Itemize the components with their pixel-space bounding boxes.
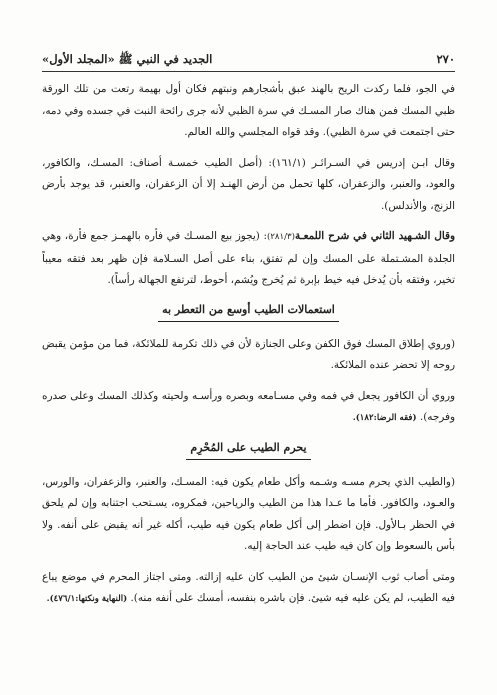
paragraph-5 — [42, 386, 455, 430]
paragraph-7-ref: (النهاية ونكتها:٤٧٦/١). — [46, 594, 128, 604]
page-content — [42, 79, 455, 611]
section-heading-2-text: يحرم الطيب على المُحْرِم — [186, 440, 310, 460]
section-heading-1-text: استعمالات الطيب أوسع من التعطر به — [158, 302, 339, 322]
paragraph-3-text: : (يجوز بيع المسـك في فأره بالهمـز جمع فأرة، وهي الجلدة المشـتملة على المسك وإن لم تفتق، بناء على أصل السـلامة فإن ظهر بعد فتقه معيباً تخير، وفتقه بأن يُدخل فيه خيط بإبرة ثم يُخرج ويُشم، أحوط، لترتفع الجهالة رأساً). — [42, 230, 455, 286]
paragraph-4: (وروي إطلاق المسك فوق الكفن وعلى الجنازة لأن في ذلك تكرمة للملائكة، فما من مؤمن يقبض روحه إلا تحضر عنده الملائكة. — [42, 337, 455, 371]
running-head — [42, 50, 455, 66]
paragraph-2: وقال ابـن إدريس في السـرائـر (١٦١/١): (أصل الطيب خمسـة أصناف: المسـك، والكافور، والعود، والعنبر، والزعفران، كلها تحمل من أرض الهنـد إلا أن الزعفران، والعنبر، قد يوجد بأرض الزنج، والأندلس). — [42, 156, 455, 212]
paragraph-1: في الجو، فلما ركدت الريح بالهند عبق بأشجارهم ونبتهم فكان أول بهيمة رتعت من تلك الورقة ظبي المسك فمن هناك صار المسـك في سرة الظبي لأنه جرى رائحة النبت في جسده وفي دمه، حتى اجتمعت في سرة الظبي). وقد قواه المجلسي والله العالم. — [42, 83, 455, 138]
paragraph-6: (والطيب الذي يحرم مسـه وشـمه وأكل طعام يكون فيه: المسـك، والعنبر، والزعفران، والورس، والعـود، والكافور. فأما ما عـدا هذا من الطيب والرياحين، فمكروه، يسـتحب اجتنابه وإن لم يلحق في الحظر بـالأول. فإن اضطر إلى أكل طعام يكون فيه طيب، أكله غير أنه يقبض على أنفه. ولا بأس بالسعوط وإن كان فيه طيب عند الحاجة إليه. — [42, 475, 455, 552]
paragraph-7-text: ومتى أصاب ثوب الإنسـان شيئ من الطيب كان عليه إزالته. ومتى اجتاز المحرم في موضع يباع فيه الطيب، لم يكن عليه فيه شيئ. فإن باشره بنفسه، أمسك على أنفه منه). — [42, 570, 455, 604]
paragraph-3 — [42, 226, 455, 292]
paragraph-5-text: وروي أن الكافور يجعل في فمه وفي مسـامعه وبصره ورأسـه ولحيته وكذلك المسك وعلى صدره وفرجه). — [42, 389, 455, 423]
header-divider — [42, 71, 455, 72]
book-title: الجديد في النبي ﷺ «المجلد الأول» — [42, 52, 213, 66]
section-heading-1 — [42, 302, 455, 322]
paragraph-7 — [42, 567, 455, 611]
paragraph-5-ref: (فقه الرضا:١٨٢). — [352, 413, 417, 423]
section-heading-2 — [42, 440, 455, 460]
paragraph-3-ref: (٢٨١/٣) — [266, 232, 296, 242]
paragraph-3-lead: وقال الشـهيد الثاني في شرح اللمعـة — [295, 230, 455, 242]
page-number: ٢٧٠ — [436, 52, 455, 66]
